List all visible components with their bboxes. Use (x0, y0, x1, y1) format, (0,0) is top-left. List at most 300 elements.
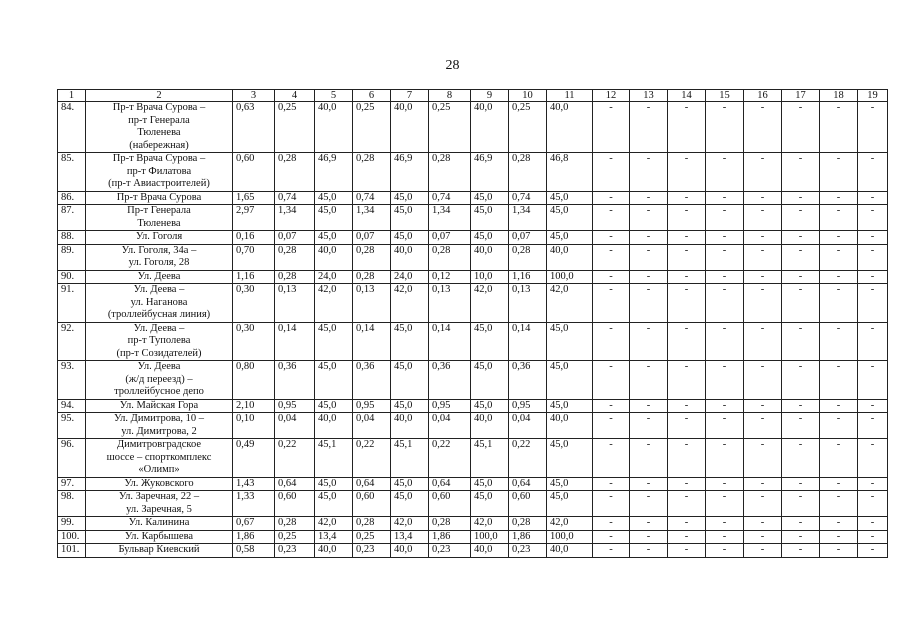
name-line: Ул. Майская Гора (119, 399, 199, 411)
empty-value-cell: - (630, 153, 668, 192)
value-cell: 10,0 (471, 270, 509, 284)
value-cell: 0,28 (353, 517, 391, 531)
empty-value-cell: - (630, 399, 668, 413)
value-cell: 0,04 (353, 413, 391, 439)
value-cell: 42,0 (547, 517, 593, 531)
value-cell: 0,58 (233, 544, 275, 558)
empty-value-cell: - (744, 413, 782, 439)
value-cell: 45,1 (391, 439, 429, 478)
value-cell: 45,0 (391, 361, 429, 400)
name-line: Тюленева (137, 127, 181, 138)
road-section-name (86, 244, 233, 270)
empty-value-cell: - (593, 517, 630, 531)
column-header: 9 (471, 90, 509, 102)
value-cell: 45,0 (315, 491, 353, 517)
value-cell: 0,14 (275, 322, 315, 361)
value-cell: 0,95 (509, 399, 547, 413)
value-cell: 2,10 (233, 399, 275, 413)
value-cell: 13,4 (391, 530, 429, 544)
empty-value-cell: - (668, 102, 706, 153)
road-section-name (86, 205, 233, 231)
value-cell: 0,28 (275, 153, 315, 192)
column-header: 2 (86, 90, 233, 102)
value-cell: 45,1 (315, 439, 353, 478)
table-row (58, 477, 888, 491)
name-line: ул. Наганова (130, 296, 188, 308)
empty-value-cell: - (706, 102, 744, 153)
empty-value-cell: - (782, 244, 820, 270)
column-header: 3 (233, 90, 275, 102)
empty-value-cell: - (858, 530, 888, 544)
value-cell: 0,07 (353, 231, 391, 245)
value-cell: 0,23 (353, 544, 391, 558)
value-cell: 2,97 (233, 205, 275, 231)
name-line: Димитровградское (116, 439, 202, 450)
name-line: (троллейбусная линия) (107, 309, 211, 320)
empty-value-cell: - (630, 361, 668, 400)
value-cell: 45,0 (391, 477, 429, 491)
value-cell: 45,0 (547, 477, 593, 491)
empty-value-cell: - (593, 270, 630, 284)
value-cell: 45,0 (391, 231, 429, 245)
road-section-name (86, 284, 233, 323)
empty-value-cell: - (630, 517, 668, 531)
empty-value-cell: - (858, 413, 888, 439)
value-cell: 0,64 (429, 477, 471, 491)
value-cell: 0,22 (275, 439, 315, 478)
empty-value-cell: - (744, 399, 782, 413)
value-cell: 0,95 (429, 399, 471, 413)
row-number: 94. (58, 399, 86, 413)
row-number: 84. (58, 102, 86, 153)
value-cell: 40,0 (547, 413, 593, 439)
empty-value-cell: - (744, 477, 782, 491)
name-line: Ул. Деева (137, 270, 181, 282)
empty-value-cell: - (744, 361, 782, 400)
value-cell: 45,0 (471, 361, 509, 400)
value-cell: 0,67 (233, 517, 275, 531)
value-cell: 46,9 (315, 153, 353, 192)
road-section-name (86, 361, 233, 400)
value-cell: 45,0 (547, 191, 593, 205)
value-cell: 0,22 (353, 439, 391, 478)
empty-value-cell: - (706, 439, 744, 478)
name-line: (набережная) (129, 139, 189, 151)
empty-value-cell: - (858, 270, 888, 284)
value-cell: 45,0 (547, 231, 593, 245)
name-line: Ул. Заречная, 22 – (118, 491, 200, 502)
value-cell: 0,60 (233, 153, 275, 192)
table-row (58, 244, 888, 270)
empty-value-cell: - (820, 530, 858, 544)
empty-value-cell: - (668, 231, 706, 245)
table-row (58, 284, 888, 323)
value-cell: 0,64 (353, 477, 391, 491)
empty-value-cell: - (858, 205, 888, 231)
name-line: Ул. Димитрова, 10 – (113, 413, 205, 424)
table-row (58, 413, 888, 439)
value-cell: 1,43 (233, 477, 275, 491)
value-cell: 0,23 (429, 544, 471, 558)
row-number: 89. (58, 244, 86, 270)
value-cell: 0,80 (233, 361, 275, 400)
empty-value-cell: - (858, 153, 888, 192)
column-header: 8 (429, 90, 471, 102)
empty-value-cell: - (593, 244, 630, 270)
value-cell: 40,0 (471, 413, 509, 439)
value-cell: 0,95 (353, 399, 391, 413)
empty-value-cell: - (706, 191, 744, 205)
value-cell: 24,0 (391, 270, 429, 284)
value-cell: 40,0 (315, 544, 353, 558)
value-cell: 0,07 (509, 231, 547, 245)
road-section-name (86, 544, 233, 558)
value-cell: 0,28 (509, 244, 547, 270)
empty-value-cell: - (782, 270, 820, 284)
value-cell: 0,28 (353, 153, 391, 192)
value-cell: 46,9 (471, 153, 509, 192)
value-cell: 45,0 (315, 191, 353, 205)
value-cell: 46,8 (547, 153, 593, 192)
value-cell: 45,0 (547, 205, 593, 231)
name-line: «Олимп» (138, 464, 180, 475)
empty-value-cell: - (782, 102, 820, 153)
name-line: Пр-т Генерала (127, 205, 191, 216)
value-cell: 40,0 (471, 544, 509, 558)
empty-value-cell: - (630, 231, 668, 245)
empty-value-cell: - (744, 270, 782, 284)
value-cell: 45,0 (315, 231, 353, 245)
table-row (58, 530, 888, 544)
table-row (58, 191, 888, 205)
empty-value-cell: - (858, 399, 888, 413)
empty-value-cell: - (820, 322, 858, 361)
empty-value-cell: - (782, 439, 820, 478)
value-cell: 45,0 (315, 361, 353, 400)
empty-value-cell: - (630, 530, 668, 544)
row-number: 96. (58, 439, 86, 478)
column-header: 15 (706, 90, 744, 102)
name-line: Пр-т Врача Сурова – (112, 102, 206, 113)
value-cell: 0,28 (275, 270, 315, 284)
value-cell: 0,07 (429, 231, 471, 245)
column-header: 5 (315, 90, 353, 102)
value-cell: 45,0 (471, 205, 509, 231)
value-cell: 0,10 (233, 413, 275, 439)
row-number: 88. (58, 231, 86, 245)
value-cell: 0,60 (509, 491, 547, 517)
empty-value-cell: - (858, 491, 888, 517)
name-line: Пр-т Врача Сурова (116, 191, 202, 203)
empty-value-cell: - (630, 491, 668, 517)
empty-value-cell: - (744, 322, 782, 361)
table-row (58, 439, 888, 478)
name-line: Ул. Гоголя, 34а – (121, 244, 197, 256)
name-line: Ул. Жуковского (124, 477, 194, 489)
column-header: 7 (391, 90, 429, 102)
empty-value-cell: - (630, 205, 668, 231)
value-cell: 45,0 (471, 477, 509, 491)
value-cell: 45,0 (315, 477, 353, 491)
empty-value-cell: - (630, 544, 668, 558)
empty-value-cell: - (706, 517, 744, 531)
row-number: 92. (58, 322, 86, 361)
empty-value-cell: - (858, 191, 888, 205)
empty-value-cell: - (706, 205, 744, 231)
value-cell: 0,22 (509, 439, 547, 478)
value-cell: 0,60 (353, 491, 391, 517)
empty-value-cell: - (593, 284, 630, 323)
empty-value-cell: - (706, 284, 744, 323)
value-cell: 0,95 (275, 399, 315, 413)
value-cell: 0,25 (509, 102, 547, 153)
table-row (58, 205, 888, 231)
value-cell: 0,04 (509, 413, 547, 439)
value-cell: 0,64 (509, 477, 547, 491)
table-row (58, 231, 888, 245)
empty-value-cell: - (706, 530, 744, 544)
value-cell: 0,28 (353, 244, 391, 270)
value-cell: 0,36 (353, 361, 391, 400)
value-cell: 40,0 (315, 413, 353, 439)
value-cell: 100,0 (547, 270, 593, 284)
value-cell: 45,0 (471, 322, 509, 361)
value-cell: 0,60 (275, 491, 315, 517)
empty-value-cell: - (668, 205, 706, 231)
value-cell: 0,74 (429, 191, 471, 205)
road-section-name (86, 517, 233, 531)
empty-value-cell: - (706, 491, 744, 517)
value-cell: 0,13 (509, 284, 547, 323)
empty-value-cell: - (668, 361, 706, 400)
name-line: пр-т Генерала (128, 114, 190, 126)
value-cell: 45,0 (471, 231, 509, 245)
empty-value-cell: - (858, 477, 888, 491)
value-cell: 0,23 (509, 544, 547, 558)
table-row (58, 153, 888, 192)
empty-value-cell: - (744, 205, 782, 231)
row-number: 91. (58, 284, 86, 323)
name-line: (пр-т Созидателей) (116, 347, 202, 359)
empty-value-cell: - (593, 102, 630, 153)
value-cell: 0,14 (353, 322, 391, 361)
empty-value-cell: - (782, 544, 820, 558)
empty-value-cell: - (706, 544, 744, 558)
empty-value-cell: - (630, 270, 668, 284)
empty-value-cell: - (668, 284, 706, 323)
empty-value-cell: - (593, 491, 630, 517)
value-cell: 1,16 (233, 270, 275, 284)
empty-value-cell: - (820, 191, 858, 205)
column-header: 16 (744, 90, 782, 102)
value-cell: 0,12 (429, 270, 471, 284)
empty-value-cell: - (820, 439, 858, 478)
value-cell: 45,0 (391, 491, 429, 517)
value-cell: 40,0 (391, 544, 429, 558)
row-number: 85. (58, 153, 86, 192)
empty-value-cell: - (820, 270, 858, 284)
empty-value-cell: - (820, 205, 858, 231)
value-cell: 0,49 (233, 439, 275, 478)
empty-value-cell: - (706, 270, 744, 284)
value-cell: 1,86 (429, 530, 471, 544)
road-section-name (86, 322, 233, 361)
value-cell: 45,0 (547, 399, 593, 413)
empty-value-cell: - (668, 544, 706, 558)
empty-value-cell: - (630, 284, 668, 323)
value-cell: 40,0 (547, 244, 593, 270)
row-number: 98. (58, 491, 86, 517)
row-number: 90. (58, 270, 86, 284)
row-number: 100. (58, 530, 86, 544)
value-cell: 45,0 (391, 191, 429, 205)
value-cell: 1,65 (233, 191, 275, 205)
value-cell: 0,25 (353, 530, 391, 544)
row-number: 87. (58, 205, 86, 231)
empty-value-cell: - (630, 191, 668, 205)
empty-value-cell: - (744, 530, 782, 544)
name-line: Пр-т Врача Сурова – (112, 153, 206, 164)
empty-value-cell: - (820, 153, 858, 192)
empty-value-cell: - (593, 399, 630, 413)
value-cell: 42,0 (471, 284, 509, 323)
name-line: Ул. Деева – (133, 322, 185, 334)
empty-value-cell: - (858, 322, 888, 361)
empty-value-cell: - (630, 322, 668, 361)
empty-value-cell: - (782, 517, 820, 531)
column-header: 11 (547, 90, 593, 102)
name-line: шоссе – спорткомплекс (106, 451, 212, 463)
value-cell: 40,0 (391, 244, 429, 270)
value-cell: 46,9 (391, 153, 429, 192)
empty-value-cell: - (706, 153, 744, 192)
data-table (57, 89, 888, 558)
value-cell: 0,30 (233, 284, 275, 323)
value-cell: 45,0 (471, 491, 509, 517)
road-section-name (86, 270, 233, 284)
table-row (58, 544, 888, 558)
value-cell: 0,28 (275, 244, 315, 270)
value-cell: 0,28 (353, 270, 391, 284)
value-cell: 42,0 (471, 517, 509, 531)
name-line: Ул. Гоголя (135, 231, 183, 242)
empty-value-cell: - (782, 361, 820, 400)
empty-value-cell: - (706, 322, 744, 361)
empty-value-cell: - (668, 491, 706, 517)
value-cell: 0,23 (275, 544, 315, 558)
column-header: 17 (782, 90, 820, 102)
empty-value-cell: - (668, 244, 706, 270)
road-section-name (86, 491, 233, 517)
value-cell: 1,34 (509, 205, 547, 231)
empty-value-cell: - (744, 153, 782, 192)
table-row (58, 399, 888, 413)
empty-value-cell: - (782, 284, 820, 323)
value-cell: 0,28 (429, 517, 471, 531)
column-header: 6 (353, 90, 391, 102)
empty-value-cell: - (782, 413, 820, 439)
empty-value-cell: - (820, 477, 858, 491)
empty-value-cell: - (593, 439, 630, 478)
empty-value-cell: - (593, 231, 630, 245)
value-cell: 0,13 (275, 284, 315, 323)
empty-value-cell: - (820, 102, 858, 153)
value-cell: 24,0 (315, 270, 353, 284)
value-cell: 42,0 (391, 284, 429, 323)
empty-value-cell: - (782, 399, 820, 413)
value-cell: 42,0 (391, 517, 429, 531)
empty-value-cell: - (593, 153, 630, 192)
value-cell: 0,64 (275, 477, 315, 491)
value-cell: 45,0 (315, 205, 353, 231)
empty-value-cell: - (858, 517, 888, 531)
table-body (58, 102, 888, 558)
value-cell: 40,0 (471, 244, 509, 270)
name-line: пр-т Филатова (126, 165, 192, 177)
table-row (58, 102, 888, 153)
empty-value-cell: - (782, 191, 820, 205)
empty-value-cell: - (744, 544, 782, 558)
empty-value-cell: - (744, 244, 782, 270)
value-cell: 40,0 (391, 413, 429, 439)
table-row (58, 517, 888, 531)
page-number: 28 (445, 58, 460, 73)
road-section-name (86, 399, 233, 413)
empty-value-cell: - (744, 102, 782, 153)
empty-value-cell: - (820, 361, 858, 400)
empty-value-cell: - (668, 477, 706, 491)
road-section-name (86, 530, 233, 544)
value-cell: 0,14 (509, 322, 547, 361)
empty-value-cell: - (858, 361, 888, 400)
value-cell: 45,0 (391, 399, 429, 413)
value-cell: 1,34 (275, 205, 315, 231)
empty-value-cell: - (706, 231, 744, 245)
value-cell: 40,0 (391, 102, 429, 153)
name-line: ул. Димитрова, 2 (121, 425, 197, 437)
empty-value-cell: - (593, 361, 630, 400)
empty-value-cell: - (630, 244, 668, 270)
road-section-name (86, 191, 233, 205)
empty-value-cell: - (744, 284, 782, 323)
empty-value-cell: - (706, 413, 744, 439)
value-cell: 0,63 (233, 102, 275, 153)
empty-value-cell: - (593, 205, 630, 231)
value-cell: 45,0 (471, 399, 509, 413)
value-cell: 45,0 (391, 205, 429, 231)
road-section-name (86, 153, 233, 192)
empty-value-cell: - (668, 439, 706, 478)
column-header: 1 (58, 90, 86, 102)
empty-value-cell: - (744, 517, 782, 531)
name-line: пр-т Туполева (127, 335, 191, 346)
column-header: 4 (275, 90, 315, 102)
value-cell: 45,0 (315, 399, 353, 413)
empty-value-cell: - (820, 517, 858, 531)
name-line: (пр-т Авиастроителей) (108, 178, 210, 189)
column-header: 14 (668, 90, 706, 102)
empty-value-cell: - (630, 413, 668, 439)
value-cell: 1,86 (509, 530, 547, 544)
value-cell: 45,0 (315, 322, 353, 361)
empty-value-cell: - (668, 517, 706, 531)
empty-value-cell: - (820, 284, 858, 323)
empty-value-cell: - (668, 270, 706, 284)
column-header: 18 (820, 90, 858, 102)
empty-value-cell: - (820, 413, 858, 439)
empty-value-cell: - (744, 231, 782, 245)
value-cell: 0,36 (275, 361, 315, 400)
